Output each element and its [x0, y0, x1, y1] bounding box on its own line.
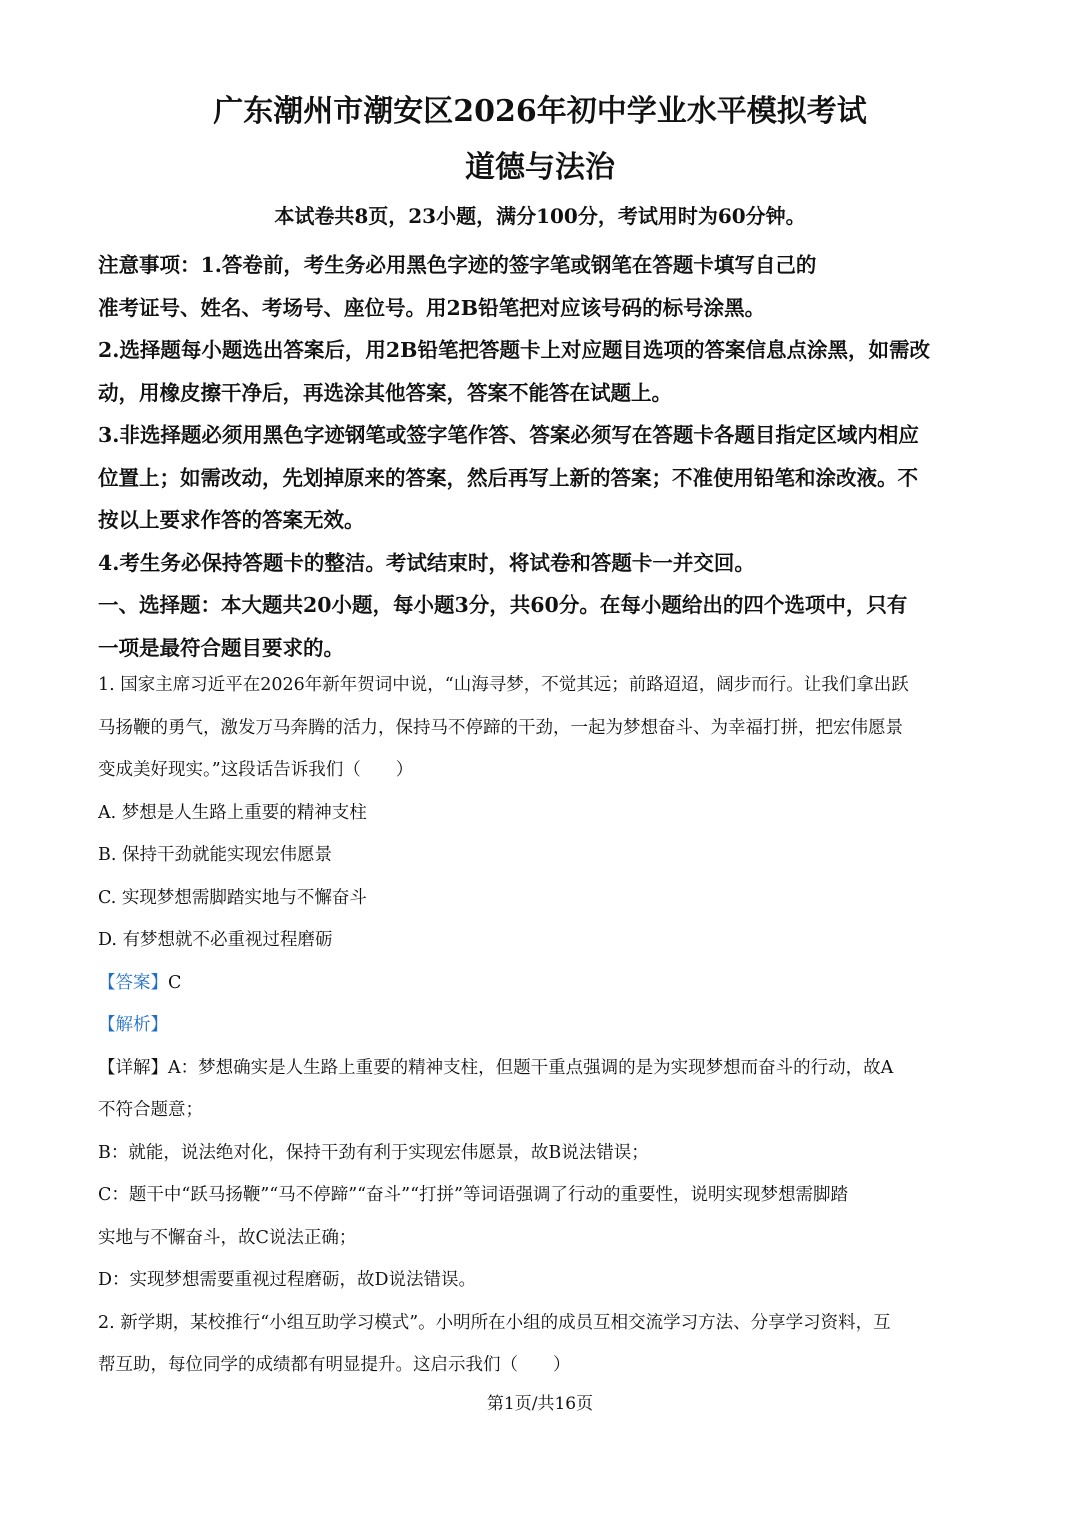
page-footer: 第1页/共16页	[486, 1394, 594, 1414]
question-1-stem: 变成美好现实。”这段话告诉我们（ ）	[98, 760, 414, 780]
option-b: B. 保持干劲就能实现宏伟愿景	[98, 845, 332, 865]
option-a: A. 梦想是人生路上重要的精神支柱	[98, 802, 367, 823]
section-heading: 一项是最符合题目要求的。	[98, 635, 344, 660]
notice-line: 准考证号、姓名、考场号、座位号。用2B铅笔把对应该号码的标号涂黑。	[98, 295, 766, 320]
question-2-stem: 帮互助，每位同学的成绩都有明显提升。这启示我们（ ）	[98, 1355, 571, 1375]
notice-section	[98, 244, 984, 669]
notice-line: 4.考生务必保持答题卡的整洁。考试结束时，将试卷和答题卡一并交回。	[98, 550, 755, 575]
question-content	[98, 664, 984, 1387]
option-c: C. 实现梦想需脚踏实地与不懈奋斗	[98, 887, 367, 908]
detail-text: A：梦想确实是人生路上重要的精神支柱，但题干重点强调的是为实现梦想而奋斗的行动，故A	[168, 1057, 894, 1078]
detail-line	[98, 1047, 984, 1090]
question-1-stem: 马扬鞭的勇气，激发万马奔腾的活力，保持马不停蹄的干劲，一起为梦想奋斗、为幸福打拼，把宏伟愿景	[98, 717, 903, 738]
notice-line: 3.非选择题必须用黑色字迹钢笔或签字笔作答、答案必须写在答题卡各题目指定区域内相应	[98, 423, 919, 447]
detail-line: C：题干中“跃马扬鞭”“马不停蹄”“奋斗”“打拼”等词语强调了行动的重要性，说明实现梦想需脚踏	[98, 1185, 848, 1205]
option-d: D. 有梦想就不必重视过程磨砺	[98, 930, 333, 950]
notice-line: 动，用橡皮擦干净后，再选涂其他答案，答案不能答在试题上。	[98, 380, 672, 405]
section-heading: 一、选择题：本大题共20小题，每小题3分，共60分。在每小题给出的四个选项中，只有	[98, 593, 908, 617]
exam-info: 本试卷共8页，23小题，满分100分，考试用时为60分钟。	[274, 204, 806, 228]
analysis-line	[98, 1004, 984, 1047]
detail-line: 不符合题意；	[98, 1100, 203, 1120]
notice-line: 按以上要求作答的答案无效。	[98, 508, 365, 532]
notice-line: 位置上；如需改动，先划掉原来的答案，然后再写上新的答案；不准使用铅笔和涂改液。不	[98, 465, 918, 490]
exam-title: 广东潮州市潮安区2026年初中学业水平模拟考试	[213, 94, 867, 129]
subject-title: 道德与法治	[465, 150, 615, 185]
detail-tag: 【详解】	[98, 1057, 168, 1078]
detail-line: D：实现梦想需要重视过程磨砺，故D说法错误。	[98, 1270, 477, 1290]
answer-line	[98, 962, 984, 1005]
answer-value: C	[168, 972, 182, 993]
notice-line: 2.选择题每小题选出答案后，用2B铅笔把答题卡上对应题目选项的答案信息点涂黑，如需改	[98, 338, 930, 362]
question-2-stem: 2. 新学期，某校推行“小组互助学习模式”。小明所在小组的成员互相交流学习方法、分享学习资料，互	[98, 1312, 891, 1333]
notice-line: 注意事项：1.答卷前，考生务必用黑色字迹的签字笔或钢笔在答题卡填写自己的	[98, 253, 817, 277]
analysis-tag: 【解析】	[98, 1015, 168, 1035]
detail-line: B：就能，说法绝对化，保持干劲有利于实现宏伟愿景，故B说法错误；	[98, 1142, 649, 1163]
answer-tag: 【答案】	[98, 972, 168, 993]
question-1-stem: 1. 国家主席习近平在2026年新年贺词中说，“山海寻梦，不觉其远；前路迢迢，阔步而行。让我们拿出跃	[98, 675, 909, 695]
detail-line: 实地与不懈奋斗，故C说法正确；	[98, 1227, 357, 1248]
